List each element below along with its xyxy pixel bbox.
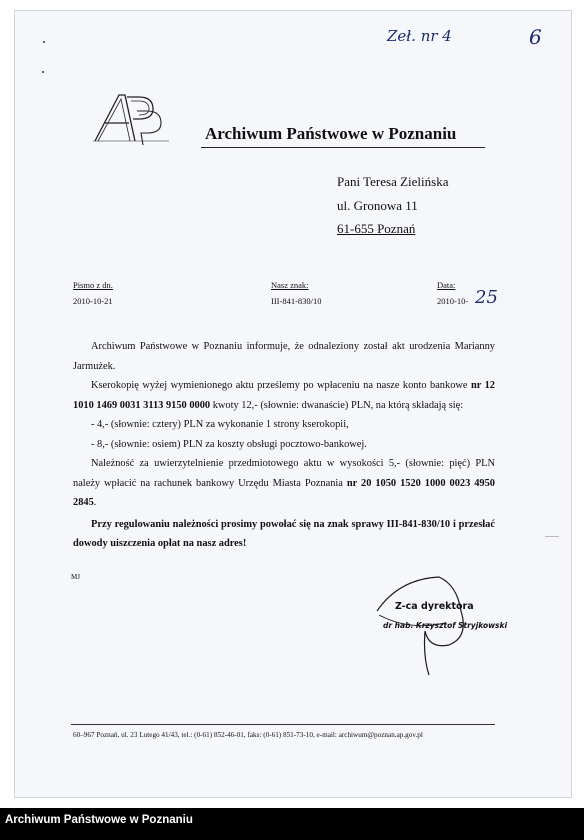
stamp-name: dr hab. Krzysztof Stryjkowski	[383, 621, 508, 630]
handwritten-day: 25	[475, 287, 498, 308]
paragraph-4: Przy regulowaniu należności prosimy powołać się na znak sprawy III-841-830/10 i przesłać dowody uiszczenia opłat na nasz adres!	[73, 518, 495, 549]
bank-account-archive: nr 12 1010 1469 0031 3113 9150 0000	[73, 380, 495, 411]
paragraph-2	[73, 376, 495, 415]
bank-account-city: nr 20 1050 1520 1000 0023 4950 2845	[73, 477, 496, 508]
pismo-value: 2010-10-21	[73, 296, 113, 306]
paragraph-3-end: .	[93, 497, 97, 508]
znak-label: Nasz znak:	[271, 280, 309, 290]
paragraph-3-text: Należność za uwierzytelnienie przedmiotowego aktu w wysokości 5,- (słownie: pięć) PLN należy wpłacić na rachunek bankowy Urzędu Miasta Poznania	[73, 458, 495, 489]
footer-rule	[71, 724, 495, 725]
archive-caption-bar	[0, 808, 584, 840]
fee-item-1: - 4,- (słownie: cztery) PLN za wykonanie 1 strony kserokopii,	[91, 419, 349, 430]
edge-mark	[545, 536, 559, 537]
footer-contact: 60–967 Poznań, ul. 23 Lutego 41/43, tel.: (0-61) 852-46-01, faks: (0-61) 851-73-10, e-mail: archiwum@poznan.ap.gov.pl	[73, 731, 423, 739]
paragraph-1: Archiwum Państwowe w Poznaniu informuje, że odnaleziony został akt urodzenia Marianny Jarmużek.	[73, 341, 495, 372]
header-rule	[201, 147, 485, 148]
znak-value: III-841-830/10	[271, 296, 322, 306]
paragraph-2-text: Kserokopię wyżej wymienionego aktu prześlemy po wpłaceniu na nasze konto bankowe	[91, 380, 468, 391]
paragraph-2-text-end: kwoty 12,- (słownie: dwanaście) PLN, na którą składają się:	[212, 399, 464, 411]
pismo-label: Pismo z dn.	[73, 280, 113, 290]
archive-caption: Archiwum Państwowe w Poznaniu	[5, 814, 193, 826]
data-label: Data:	[437, 280, 456, 290]
letter-page	[14, 10, 572, 798]
catalog-annotation: Zeł. nr 4	[387, 27, 452, 45]
organization-name: Archiwum Państwowe w Poznaniu	[205, 124, 457, 143]
initials: MJ	[71, 573, 80, 581]
stamp-title: Z-ca dyrektora	[395, 601, 474, 612]
fee-item-2: - 8,- (słownie: osiem) PLN za kosztу obsługi pocztowo-bankowej.	[91, 438, 367, 450]
speck	[42, 71, 44, 73]
paragraph-3	[73, 454, 495, 513]
page-number-annotation: 6	[529, 25, 542, 49]
speck	[43, 41, 45, 43]
signature	[369, 571, 509, 681]
archive-logo	[91, 89, 171, 147]
recipient-city: 61-655 Poznań	[337, 221, 416, 236]
recipient-name: Pani Teresa Zielińska	[337, 174, 449, 189]
recipient-street: ul. Gronowa 11	[337, 198, 418, 213]
letter-body	[73, 337, 495, 554]
data-value: 2010-10-	[437, 296, 469, 306]
